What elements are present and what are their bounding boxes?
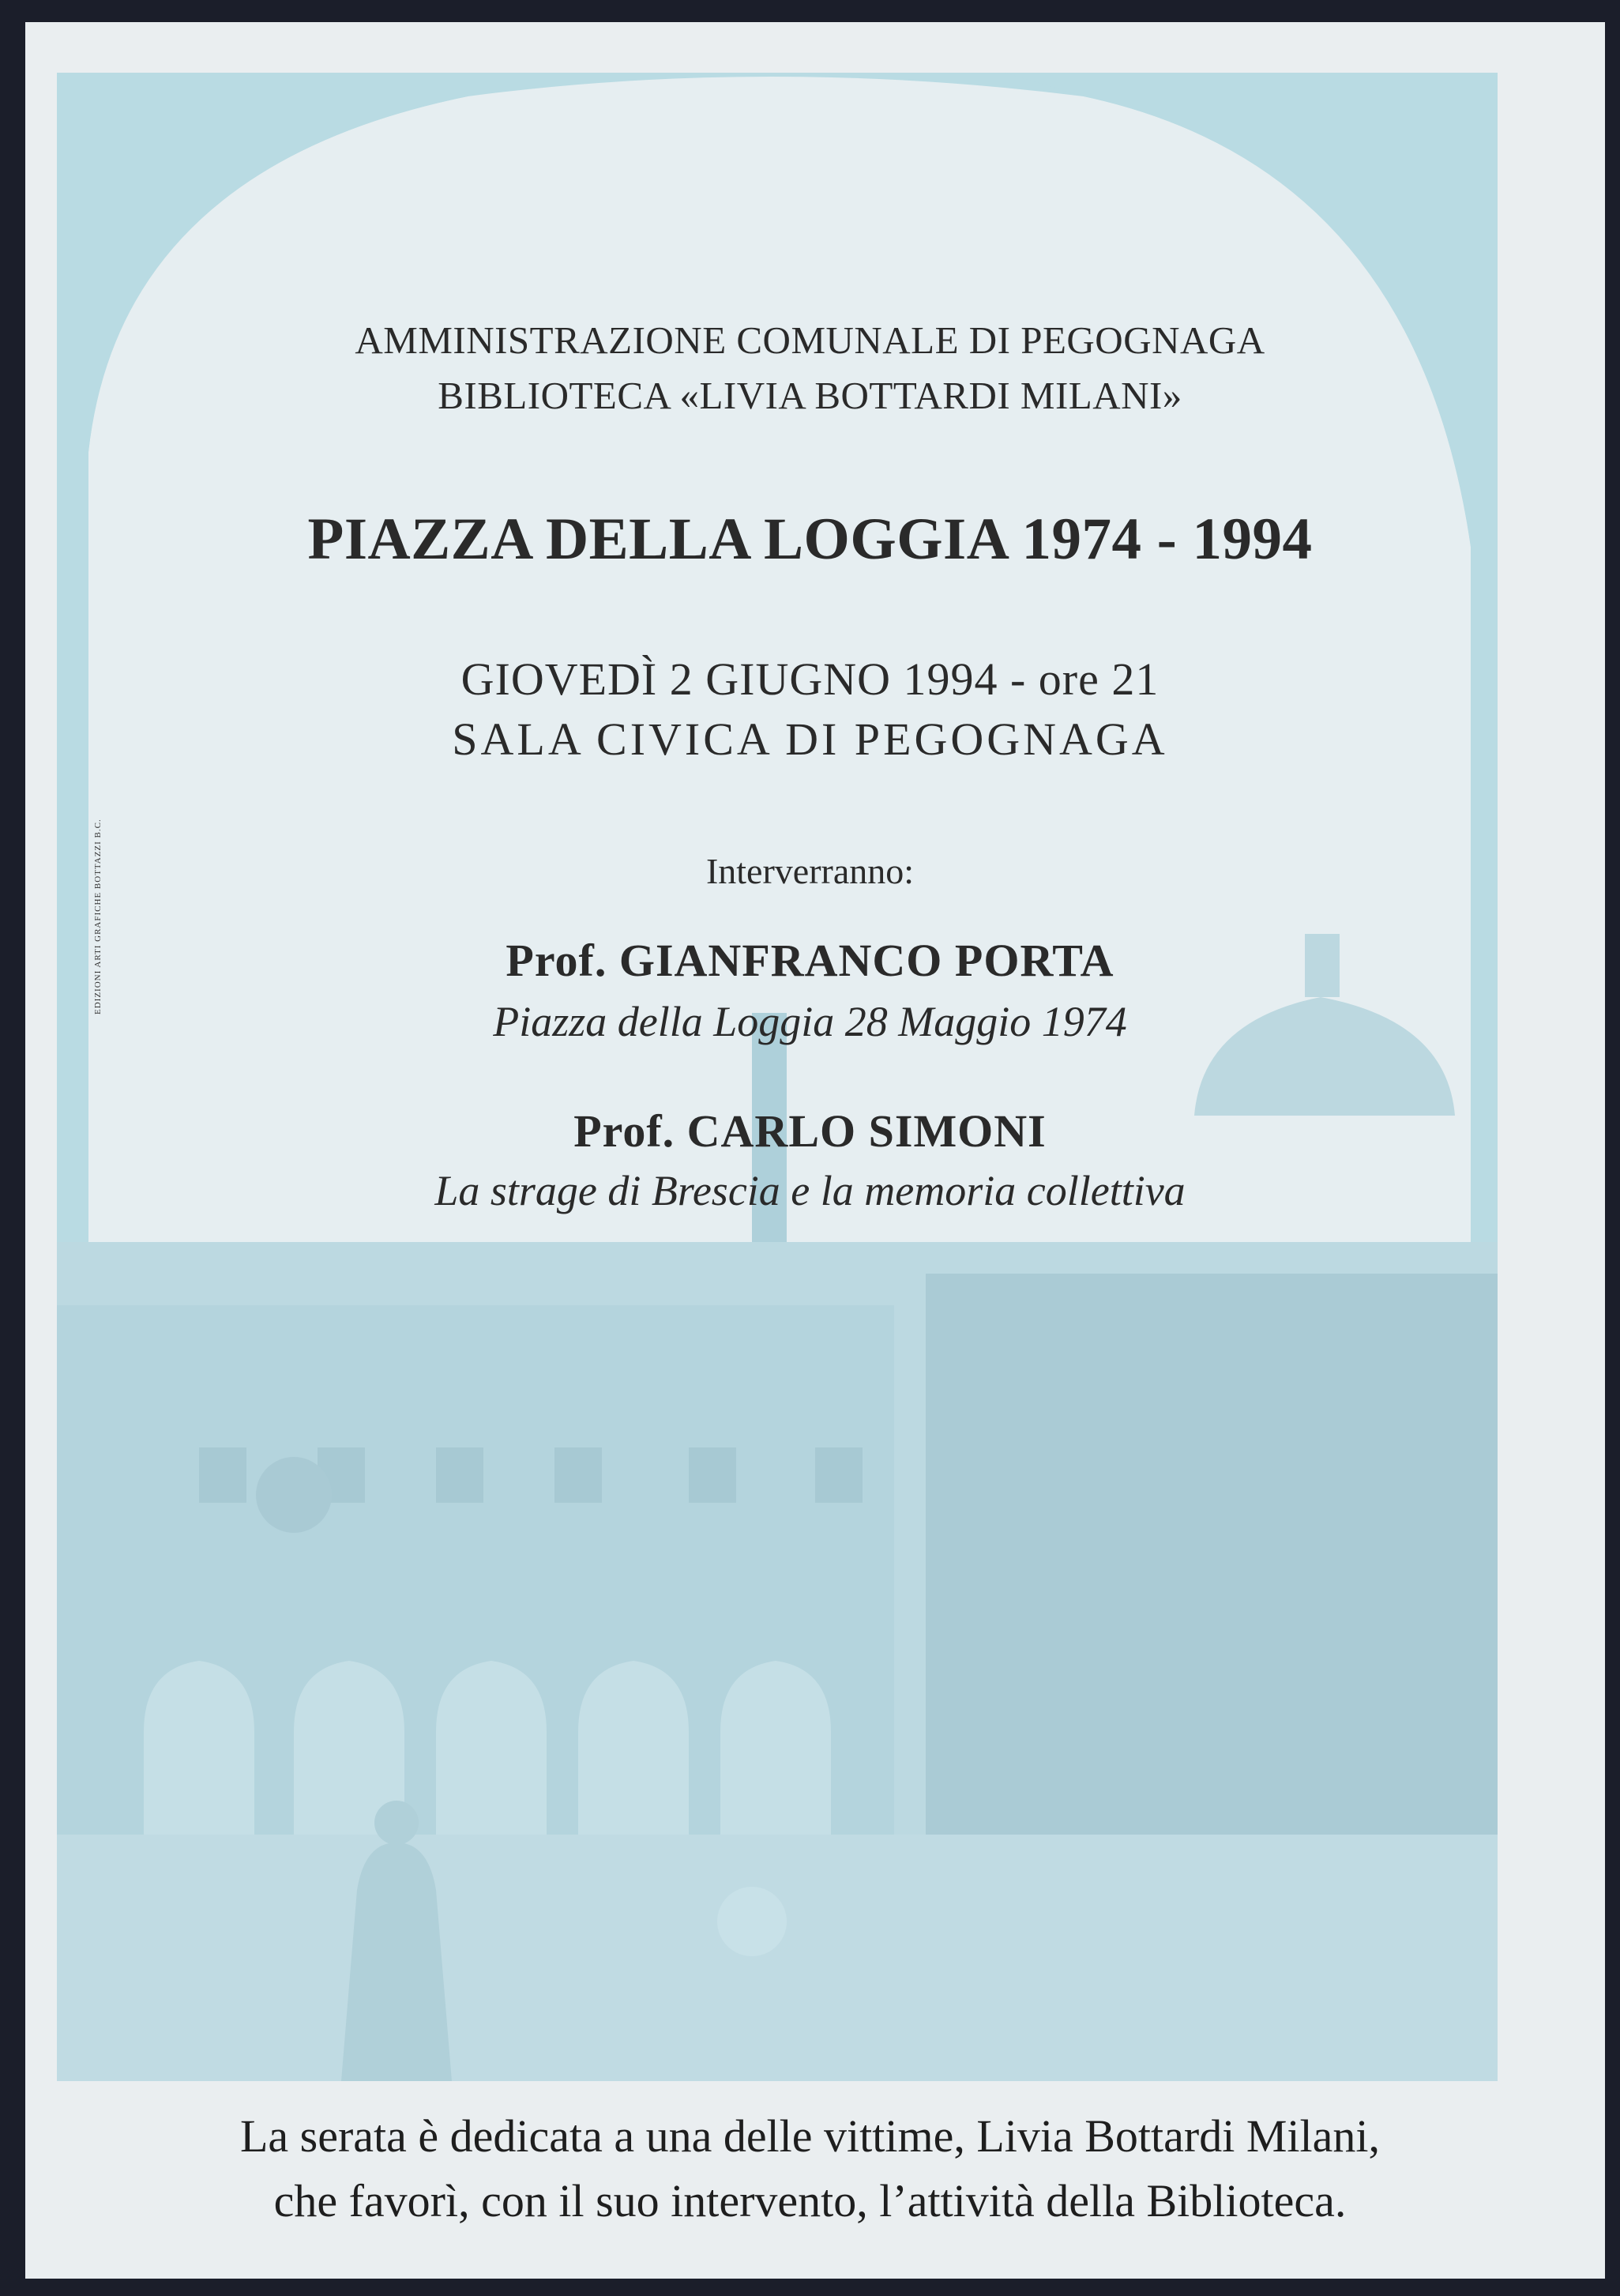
dedication-line-2: che favorì, con il suo intervento, l’attività della Biblioteca. bbox=[273, 2175, 1347, 2226]
speakers-intro: Interverranno: bbox=[705, 851, 915, 891]
event-title: PIAZZA DELLA LOGGIA 1974 - 1994 bbox=[307, 506, 1313, 572]
printer-imprint: EDIZIONI ARTI GRAFICHE BOTTAZZI B.C. bbox=[93, 819, 103, 1014]
speaker-2-name: Prof. CARLO SIMONI bbox=[573, 1105, 1047, 1157]
speaker-1-topic: Piazza della Loggia 28 Maggio 1974 bbox=[493, 998, 1127, 1045]
speaker-2-topic: La strage di Brescia e la memoria collettiva bbox=[434, 1167, 1186, 1214]
dedication-line-1: La serata è dedicata a una delle vittime, Livia Bottardi Milani, bbox=[239, 2110, 1380, 2162]
event-date: GIOVEDÌ 2 GIUGNO 1994 - ore 21 bbox=[460, 653, 1160, 705]
organizer-library: BIBLIOTECA «LIVIA BOTTARDI MILANI» bbox=[438, 374, 1182, 417]
organizer-municipality: AMMINISTRAZIONE COMUNALE DI PEGOGNAGA bbox=[355, 318, 1265, 362]
event-venue: SALA CIVICA DI PEGOGNAGA bbox=[452, 713, 1168, 765]
speaker-1-name: Prof. GIANFRANCO PORTA bbox=[506, 935, 1114, 986]
